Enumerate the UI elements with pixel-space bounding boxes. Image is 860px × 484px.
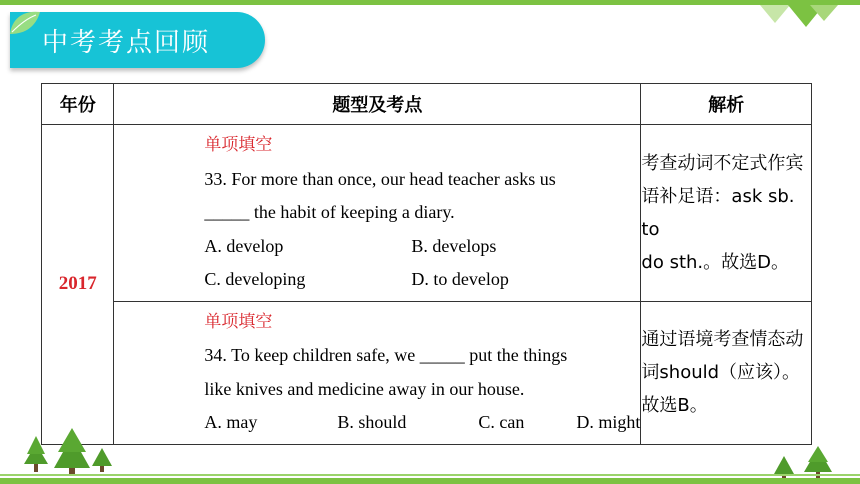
header-analysis: 解析 — [641, 84, 812, 125]
header-question: 题型及考点 — [114, 84, 641, 125]
analysis-line: 考查动词不定式作宾 — [641, 152, 804, 174]
option-b: B. develops — [411, 235, 497, 256]
analysis-cell-2 — [641, 301, 812, 444]
analysis-cell-1 — [641, 125, 812, 302]
question-text-line: _____ the habit of keeping a diary. — [204, 202, 455, 222]
year-cell: 2017 — [42, 125, 114, 445]
bottom-green-bar — [0, 478, 860, 484]
section-banner — [10, 12, 265, 68]
question-type: 单项填空 — [204, 311, 273, 332]
table-row — [42, 125, 812, 302]
analysis-line: 故选B。 — [641, 395, 708, 416]
option-d: D. might — [576, 412, 641, 432]
question-text-line: 33. For more than once, our head teacher asks us — [204, 168, 556, 189]
option-a: A. may — [204, 412, 258, 432]
option-a: A. develop — [204, 235, 284, 256]
question-type: 单项填空 — [204, 135, 273, 155]
analysis-line: do sth.。故选D。 — [641, 251, 790, 273]
option-c: C. developing — [204, 269, 306, 289]
header-year: 年份 — [42, 84, 114, 125]
option-d: D. to develop — [411, 269, 509, 289]
analysis-line: 语补足语：ask sb. to — [641, 185, 795, 240]
question-text-line: like knives and medicine away in our house. — [204, 378, 525, 399]
pine-trees-icon — [20, 426, 115, 476]
option-b: B. should — [337, 412, 407, 432]
banner-title: 中考考点回顾 — [42, 28, 211, 58]
review-table — [41, 83, 812, 445]
analysis-line: 词should（应该）。 — [641, 362, 801, 383]
table-header-row — [42, 84, 812, 125]
option-c: C. can — [478, 412, 525, 432]
question-cell-2 — [114, 301, 641, 444]
table-row — [42, 301, 812, 444]
analysis-line: 通过语境考查情态动 — [641, 329, 804, 350]
leaf-icon — [8, 8, 42, 38]
question-cell-1 — [114, 125, 641, 302]
top-green-bar — [0, 0, 860, 5]
bottom-thin-bar — [0, 474, 860, 476]
question-text-line: 34. To keep children safe, we _____ put the things — [204, 345, 568, 365]
